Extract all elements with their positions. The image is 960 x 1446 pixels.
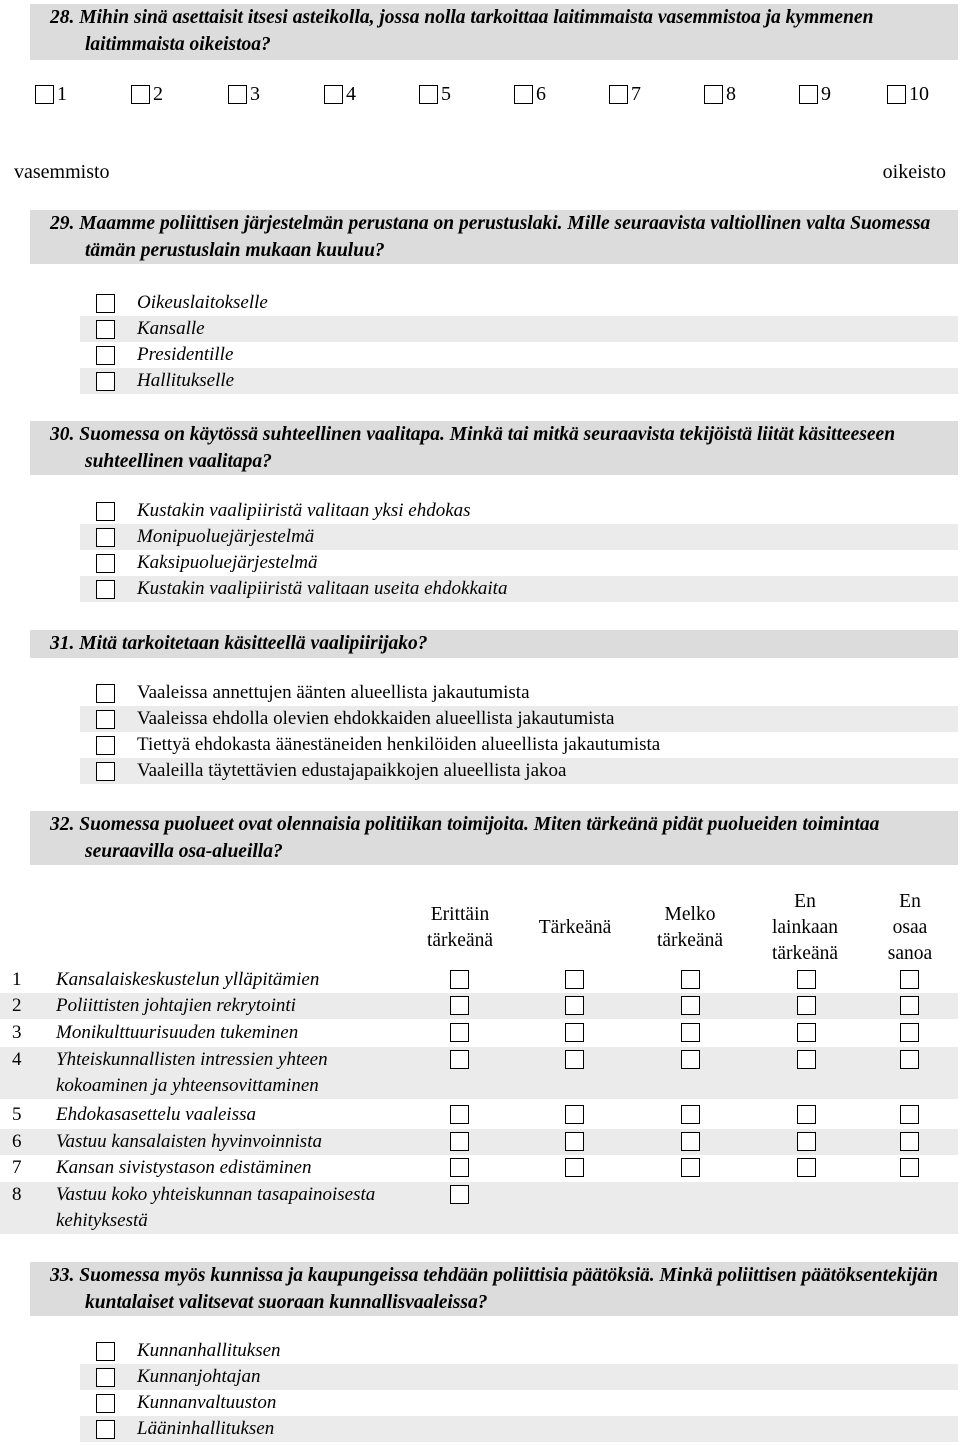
question-number: 30. — [50, 424, 75, 445]
table-row: 5 Ehdokasasettelu vaaleissa — [0, 1102, 958, 1128]
scale-option-4[interactable]: 4 — [324, 83, 356, 106]
option-row[interactable]: Hallitukselle — [80, 368, 958, 394]
question-number: 32. — [50, 814, 75, 835]
scale-option-7[interactable]: 7 — [609, 83, 641, 106]
table-row: 2 Poliittisten johtajien rekrytointi — [0, 993, 958, 1019]
checkbox[interactable] — [96, 710, 115, 729]
checkbox[interactable] — [96, 1420, 115, 1439]
question-33-options — [80, 1338, 958, 1442]
question-31-options — [80, 680, 958, 784]
option-row[interactable]: Vaaleilla täytettävien edustajapaikkojen alueellista jakoa — [80, 758, 958, 784]
option-row[interactable]: Kunnanvaltuuston — [80, 1390, 958, 1416]
scale-option-6[interactable]: 6 — [514, 83, 546, 106]
checkbox[interactable] — [797, 996, 816, 1015]
column-header-fairly-important: Melko tärkeänä — [656, 904, 724, 951]
checkbox[interactable] — [450, 1185, 469, 1204]
table-row: 3 Monikulttuurisuuden tukeminen — [0, 1020, 958, 1046]
table-row: 4 Yhteiskunnallisten intressien yhteen kokoaminen ja yhteensovittaminen — [0, 1047, 958, 1099]
checkbox[interactable] — [565, 1050, 584, 1069]
checkbox[interactable] — [900, 1023, 919, 1042]
checkbox[interactable] — [96, 294, 115, 313]
checkbox[interactable] — [797, 970, 816, 989]
question-text: Suomessa myös kunnissa ja kaupungeissa tehdään poliittisia päätöksiä. Minkä poliittisen päätöksentekijän kuntalaiset valitsevat suoraan kunnallisvaaleissa? — [79, 1265, 938, 1313]
checkbox[interactable] — [324, 85, 343, 104]
question-32-header — [30, 811, 958, 865]
question-28-header — [30, 4, 958, 60]
checkbox[interactable] — [514, 85, 533, 104]
checkbox[interactable] — [609, 85, 628, 104]
checkbox[interactable] — [450, 1158, 469, 1177]
checkbox[interactable] — [681, 1158, 700, 1177]
checkbox[interactable] — [35, 85, 54, 104]
checkbox[interactable] — [799, 85, 818, 104]
checkbox[interactable] — [565, 996, 584, 1015]
question-29-options — [80, 290, 958, 394]
option-row[interactable]: Monipuoluejärjestelmä — [80, 524, 958, 550]
checkbox[interactable] — [681, 996, 700, 1015]
checkbox[interactable] — [228, 85, 247, 104]
table-row: 6 Vastuu kansalaisten hyvinvoinnista — [0, 1129, 958, 1155]
checkbox[interactable] — [450, 970, 469, 989]
question-text: Suomessa puolueet ovat olennaisia politiikan toimijoita. Miten tärkeänä pidät puolueiden toimintaa seuraavilla osa-alueilla? — [79, 814, 880, 862]
checkbox[interactable] — [450, 1105, 469, 1124]
question-text: Mitä tarkoitetaan käsitteellä vaalipiirijako? — [79, 633, 428, 654]
scale-option-5[interactable]: 5 — [419, 83, 451, 106]
checkbox[interactable] — [96, 1394, 115, 1413]
checkbox[interactable] — [797, 1023, 816, 1042]
question-33-header — [30, 1262, 958, 1316]
checkbox[interactable] — [900, 1050, 919, 1069]
checkbox[interactable] — [565, 1105, 584, 1124]
checkbox[interactable] — [450, 1050, 469, 1069]
checkbox[interactable] — [450, 996, 469, 1015]
checkbox[interactable] — [681, 1023, 700, 1042]
option-row[interactable]: Oikeuslaitokselle — [80, 290, 958, 316]
column-header-not-important: En lainkaan tärkeänä — [771, 891, 839, 964]
checkbox[interactable] — [681, 970, 700, 989]
option-row[interactable]: Kustakin vaalipiiristä valitaan useita ehdokkaita — [80, 576, 958, 602]
checkbox[interactable] — [797, 1158, 816, 1177]
checkbox[interactable] — [96, 684, 115, 703]
column-header-important: Tärkeänä — [538, 917, 612, 938]
question-31-header — [30, 630, 958, 658]
question-number: 31. — [50, 633, 75, 654]
checkbox[interactable] — [797, 1105, 816, 1124]
question-30-options — [80, 498, 958, 602]
checkbox[interactable] — [900, 1158, 919, 1177]
checkbox[interactable] — [96, 1342, 115, 1361]
checkbox[interactable] — [797, 1132, 816, 1151]
column-header-dont-know: En osaa sanoa — [887, 891, 933, 964]
table-row: 7 Kansan sivistystason edistäminen — [0, 1155, 958, 1181]
checkbox[interactable] — [704, 85, 723, 104]
question-number: 33. — [50, 1265, 75, 1286]
checkbox[interactable] — [96, 372, 115, 391]
option-row[interactable]: Kunnanhallituksen — [80, 1338, 958, 1364]
option-row[interactable]: Lääninhallituksen — [80, 1416, 958, 1442]
option-row[interactable]: Kaksipuoluejärjestelmä — [80, 550, 958, 576]
checkbox[interactable] — [131, 85, 150, 104]
question-number: 28. — [50, 7, 75, 28]
checkbox[interactable] — [887, 85, 906, 104]
scale-option-2[interactable]: 2 — [131, 83, 163, 106]
checkbox[interactable] — [450, 1023, 469, 1042]
option-row[interactable]: Vaaleissa ehdolla olevien ehdokkaiden alueellista jakautumista — [80, 706, 958, 732]
checkbox[interactable] — [96, 554, 115, 573]
checkbox[interactable] — [419, 85, 438, 104]
checkbox[interactable] — [900, 996, 919, 1015]
checkbox[interactable] — [900, 1132, 919, 1151]
checkbox[interactable] — [565, 1158, 584, 1177]
scale-option-1[interactable]: 1 — [35, 83, 67, 106]
checkbox[interactable] — [96, 580, 115, 599]
checkbox[interactable] — [565, 1132, 584, 1151]
scale-option-9[interactable]: 9 — [799, 83, 831, 106]
question-29-header — [30, 210, 958, 264]
checkbox[interactable] — [450, 1132, 469, 1151]
scale-option-8[interactable]: 8 — [704, 83, 736, 106]
option-row[interactable]: Presidentille — [80, 342, 958, 368]
checkbox[interactable] — [96, 736, 115, 755]
option-row[interactable]: Kunnanjohtajan — [80, 1364, 958, 1390]
table-row: 8 Vastuu koko yhteiskunnan tasapainoisesta kehityksestä — [0, 1182, 958, 1234]
checkbox[interactable] — [96, 1368, 115, 1387]
column-header-very-important: Erittäin tärkeänä — [426, 904, 494, 951]
checkbox[interactable] — [681, 1050, 700, 1069]
checkbox[interactable] — [565, 1023, 584, 1042]
scale-right-label: oikeisto — [882, 161, 946, 183]
question-text: Maamme poliittisen järjestelmän perustana on perustuslaki. Mille seuraavista valtiollinen valta Suomessa tämän perustuslain mukaan kuuluu? — [79, 213, 931, 261]
question-30-header — [30, 421, 958, 475]
scale-left-label: vasemmisto — [14, 161, 110, 183]
checkbox[interactable] — [96, 346, 115, 365]
checkbox[interactable] — [797, 1050, 816, 1069]
question-number: 29. — [50, 213, 75, 234]
checkbox[interactable] — [96, 762, 115, 781]
checkbox[interactable] — [565, 970, 584, 989]
table-row: 1 Kansalaiskeskustelun ylläpitämien — [0, 967, 958, 993]
checkbox[interactable] — [681, 1132, 700, 1151]
option-row[interactable]: Kansalle — [80, 316, 958, 342]
checkbox[interactable] — [900, 1105, 919, 1124]
checkbox[interactable] — [96, 528, 115, 547]
scale-0-10 — [0, 83, 960, 107]
question-text: Mihin sinä asettaisit itsesi asteikolla, jossa nolla tarkoittaa laitimmaista vasemmistoa ja kymmenen laitimmaista oikeistoa? — [79, 7, 874, 55]
checkbox[interactable] — [900, 970, 919, 989]
checkbox[interactable] — [96, 320, 115, 339]
option-row[interactable]: Tiettyä ehdokasta äänestäneiden henkilöiden alueellista jakautumista — [80, 732, 958, 758]
scale-option-10[interactable]: 10 — [887, 83, 929, 106]
checkbox[interactable] — [96, 502, 115, 521]
question-text: Suomessa on käytössä suhteellinen vaalitapa. Minkä tai mitkä seuraavista tekijöistä liität käsitteeseen suhteellinen vaalitapa? — [79, 424, 896, 472]
scale-option-3[interactable]: 3 — [228, 83, 260, 106]
option-row[interactable]: Kustakin vaalipiiristä valitaan yksi ehdokas — [80, 498, 958, 524]
option-row[interactable]: Vaaleissa annettujen äänten alueellista jakautumista — [80, 680, 958, 706]
checkbox[interactable] — [681, 1105, 700, 1124]
